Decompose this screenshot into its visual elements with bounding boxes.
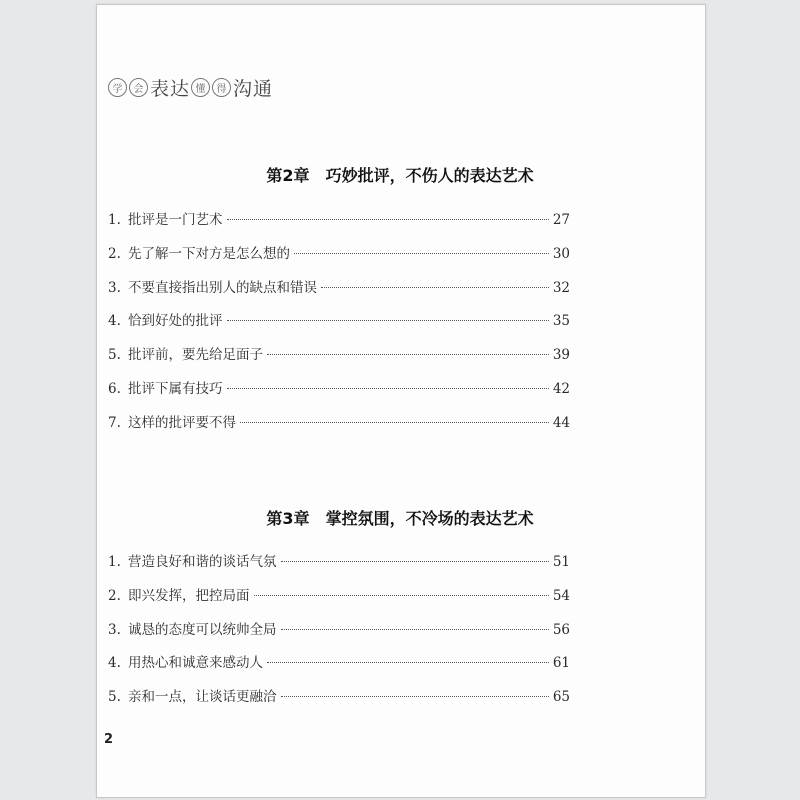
toc-entry-title: 诚恳的态度可以统帅全局	[128, 621, 277, 638]
toc-leader-dots	[281, 629, 549, 630]
toc-list	[108, 550, 570, 719]
header-title-part: 表达	[150, 78, 191, 100]
toc-leader-dots	[267, 354, 549, 355]
toc-entry-index: 7.	[108, 414, 121, 431]
toc-leader-dots	[227, 219, 549, 220]
chapter-title: 掌控氛围，不冷场的表达艺术	[325, 509, 534, 528]
toc-entry[interactable]	[108, 377, 570, 411]
toc-entry-index: 2.	[108, 245, 121, 262]
toc-entry[interactable]	[108, 242, 570, 276]
toc-entry-title: 这样的批评要不得	[128, 414, 236, 431]
running-header	[108, 74, 273, 101]
toc-entry-index: 3.	[108, 279, 121, 296]
toc-entry-title: 即兴发挥，把控局面	[128, 587, 250, 604]
chapter-number: 第3章	[266, 509, 310, 528]
toc-entry-title: 批评是一门艺术	[128, 212, 223, 228]
toc-entry-page: 35	[552, 313, 570, 330]
toc-entry-title: 恰到好处的批评	[128, 313, 223, 330]
toc-entry-page: 27	[552, 212, 570, 228]
chapter-heading	[0, 163, 800, 186]
toc-entry-index: 5.	[108, 689, 121, 706]
toc-entry-index: 6.	[108, 380, 121, 397]
toc-entry-page: 39	[552, 347, 570, 364]
toc-entry-title: 用热心和诚意来感动人	[128, 655, 263, 672]
header-circled-char: 得	[212, 78, 231, 97]
chapter-number: 第2章	[266, 166, 310, 185]
toc-entry[interactable]	[108, 584, 570, 618]
toc-entry-index: 4.	[108, 655, 121, 672]
header-circled-char: 懂	[191, 78, 210, 97]
toc-entry-index: 5.	[108, 347, 121, 364]
toc-entry-index: 2.	[108, 587, 121, 604]
toc-entry-title: 亲和一点，让谈话更融洽	[128, 689, 277, 706]
header-title-part: 沟通	[233, 78, 274, 100]
page-number: 2	[104, 732, 114, 747]
toc-entry[interactable]	[108, 276, 570, 310]
header-circled-char: 会	[129, 78, 148, 97]
toc-entry-page: 54	[552, 587, 570, 604]
toc-entry-title: 先了解一下对方是怎么想的	[128, 245, 290, 262]
toc-entry-page: 30	[552, 245, 570, 262]
toc-entry-title: 不要直接指出别人的缺点和错误	[128, 279, 317, 296]
toc-entry-page: 56	[552, 621, 570, 638]
toc-entry[interactable]	[108, 618, 570, 652]
toc-leader-dots	[281, 696, 549, 697]
toc-entry-page: 32	[552, 279, 570, 296]
chapter-title: 巧妙批评，不伤人的表达艺术	[325, 166, 534, 185]
toc-entry-index: 1.	[108, 554, 121, 570]
toc-leader-dots	[294, 253, 549, 254]
toc-list	[108, 208, 570, 445]
toc-leader-dots	[267, 662, 549, 663]
toc-entry-page: 65	[552, 689, 570, 706]
toc-entry-index: 4.	[108, 313, 121, 330]
chapter-heading	[0, 506, 800, 529]
toc-entry-title: 营造良好和谐的谈话气氛	[128, 554, 277, 570]
toc-leader-dots	[254, 595, 549, 596]
toc-entry-title: 批评前，要先给足面子	[128, 347, 263, 364]
toc-entry-title: 批评下属有技巧	[128, 380, 223, 397]
toc-leader-dots	[227, 388, 549, 389]
toc-leader-dots	[227, 320, 549, 321]
toc-entry[interactable]	[108, 550, 570, 584]
toc-leader-dots	[321, 287, 549, 288]
toc-entry-page: 42	[552, 380, 570, 397]
toc-entry-page: 61	[552, 655, 570, 672]
toc-entry-page: 44	[552, 414, 570, 431]
toc-leader-dots	[281, 561, 549, 562]
toc-entry-index: 1.	[108, 212, 121, 228]
toc-entry-index: 3.	[108, 621, 121, 638]
toc-entry[interactable]	[108, 685, 570, 719]
toc-entry[interactable]	[108, 208, 570, 242]
toc-leader-dots	[240, 422, 549, 423]
toc-entry-page: 51	[552, 554, 570, 570]
toc-entry[interactable]	[108, 343, 570, 377]
toc-entry[interactable]	[108, 411, 570, 445]
toc-entry[interactable]	[108, 309, 570, 343]
toc-entry[interactable]	[108, 651, 570, 685]
header-circled-char: 学	[108, 78, 127, 97]
